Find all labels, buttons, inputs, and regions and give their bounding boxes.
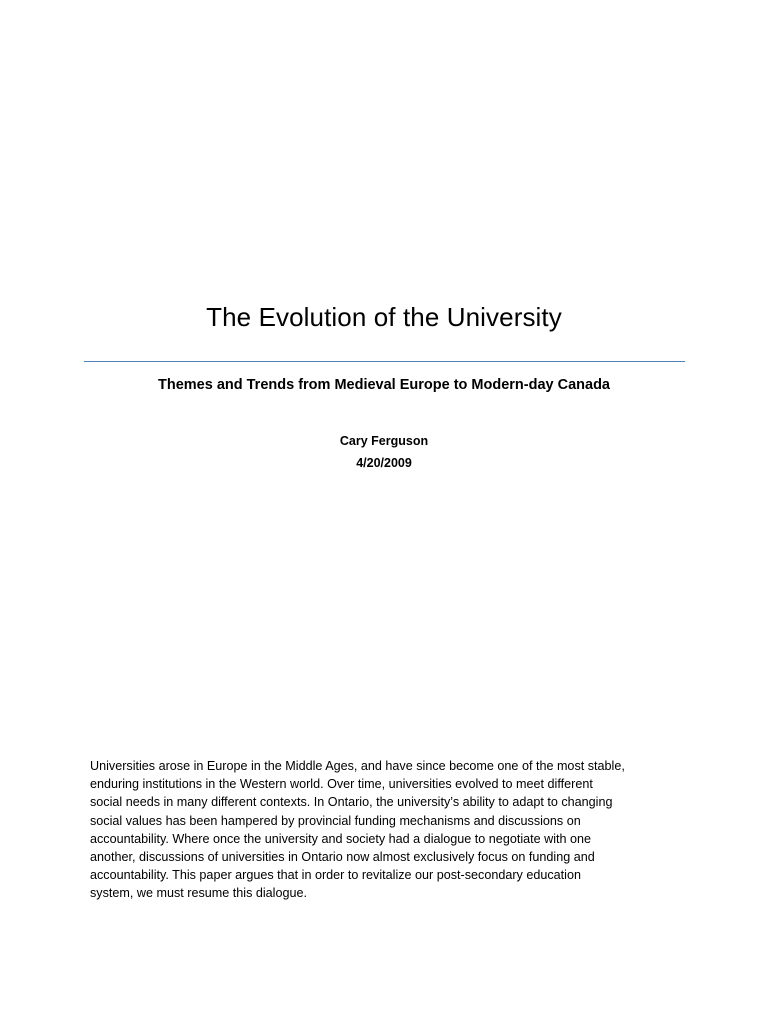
abstract-line: Universities arose in Europe in the Middle Ages, and have since become one of the most stable, xyxy=(90,759,625,773)
abstract-line: system, we must resume this dialogue. xyxy=(90,886,307,901)
abstract-line: social needs in many different contexts. In Ontario, the university’s ability to adapt to changing xyxy=(90,795,613,810)
document-title: The Evolution of the University xyxy=(206,302,562,332)
abstract-line: social values has been hampered by provincial funding mechanisms and discussions on xyxy=(90,813,581,828)
abstract-line: another, discussions of universities in Ontario now almost exclusively focus on funding and xyxy=(90,850,595,865)
document-subtitle: Themes and Trends from Medieval Europe to Modern-day Canada xyxy=(157,377,610,393)
title-divider xyxy=(84,361,685,362)
abstract-line: enduring institutions in the Western world. Over time, universities evolved to meet different xyxy=(90,777,593,792)
document-date: 4/20/2009 xyxy=(356,456,412,470)
abstract-paragraph xyxy=(90,757,690,903)
document-author: Cary Ferguson xyxy=(339,434,429,448)
abstract-line: accountability. This paper argues that in order to revitalize our post-secondary education xyxy=(90,868,581,883)
abstract-line: accountability. Where once the university and society had a dialogue to negotiate with one xyxy=(90,831,592,846)
